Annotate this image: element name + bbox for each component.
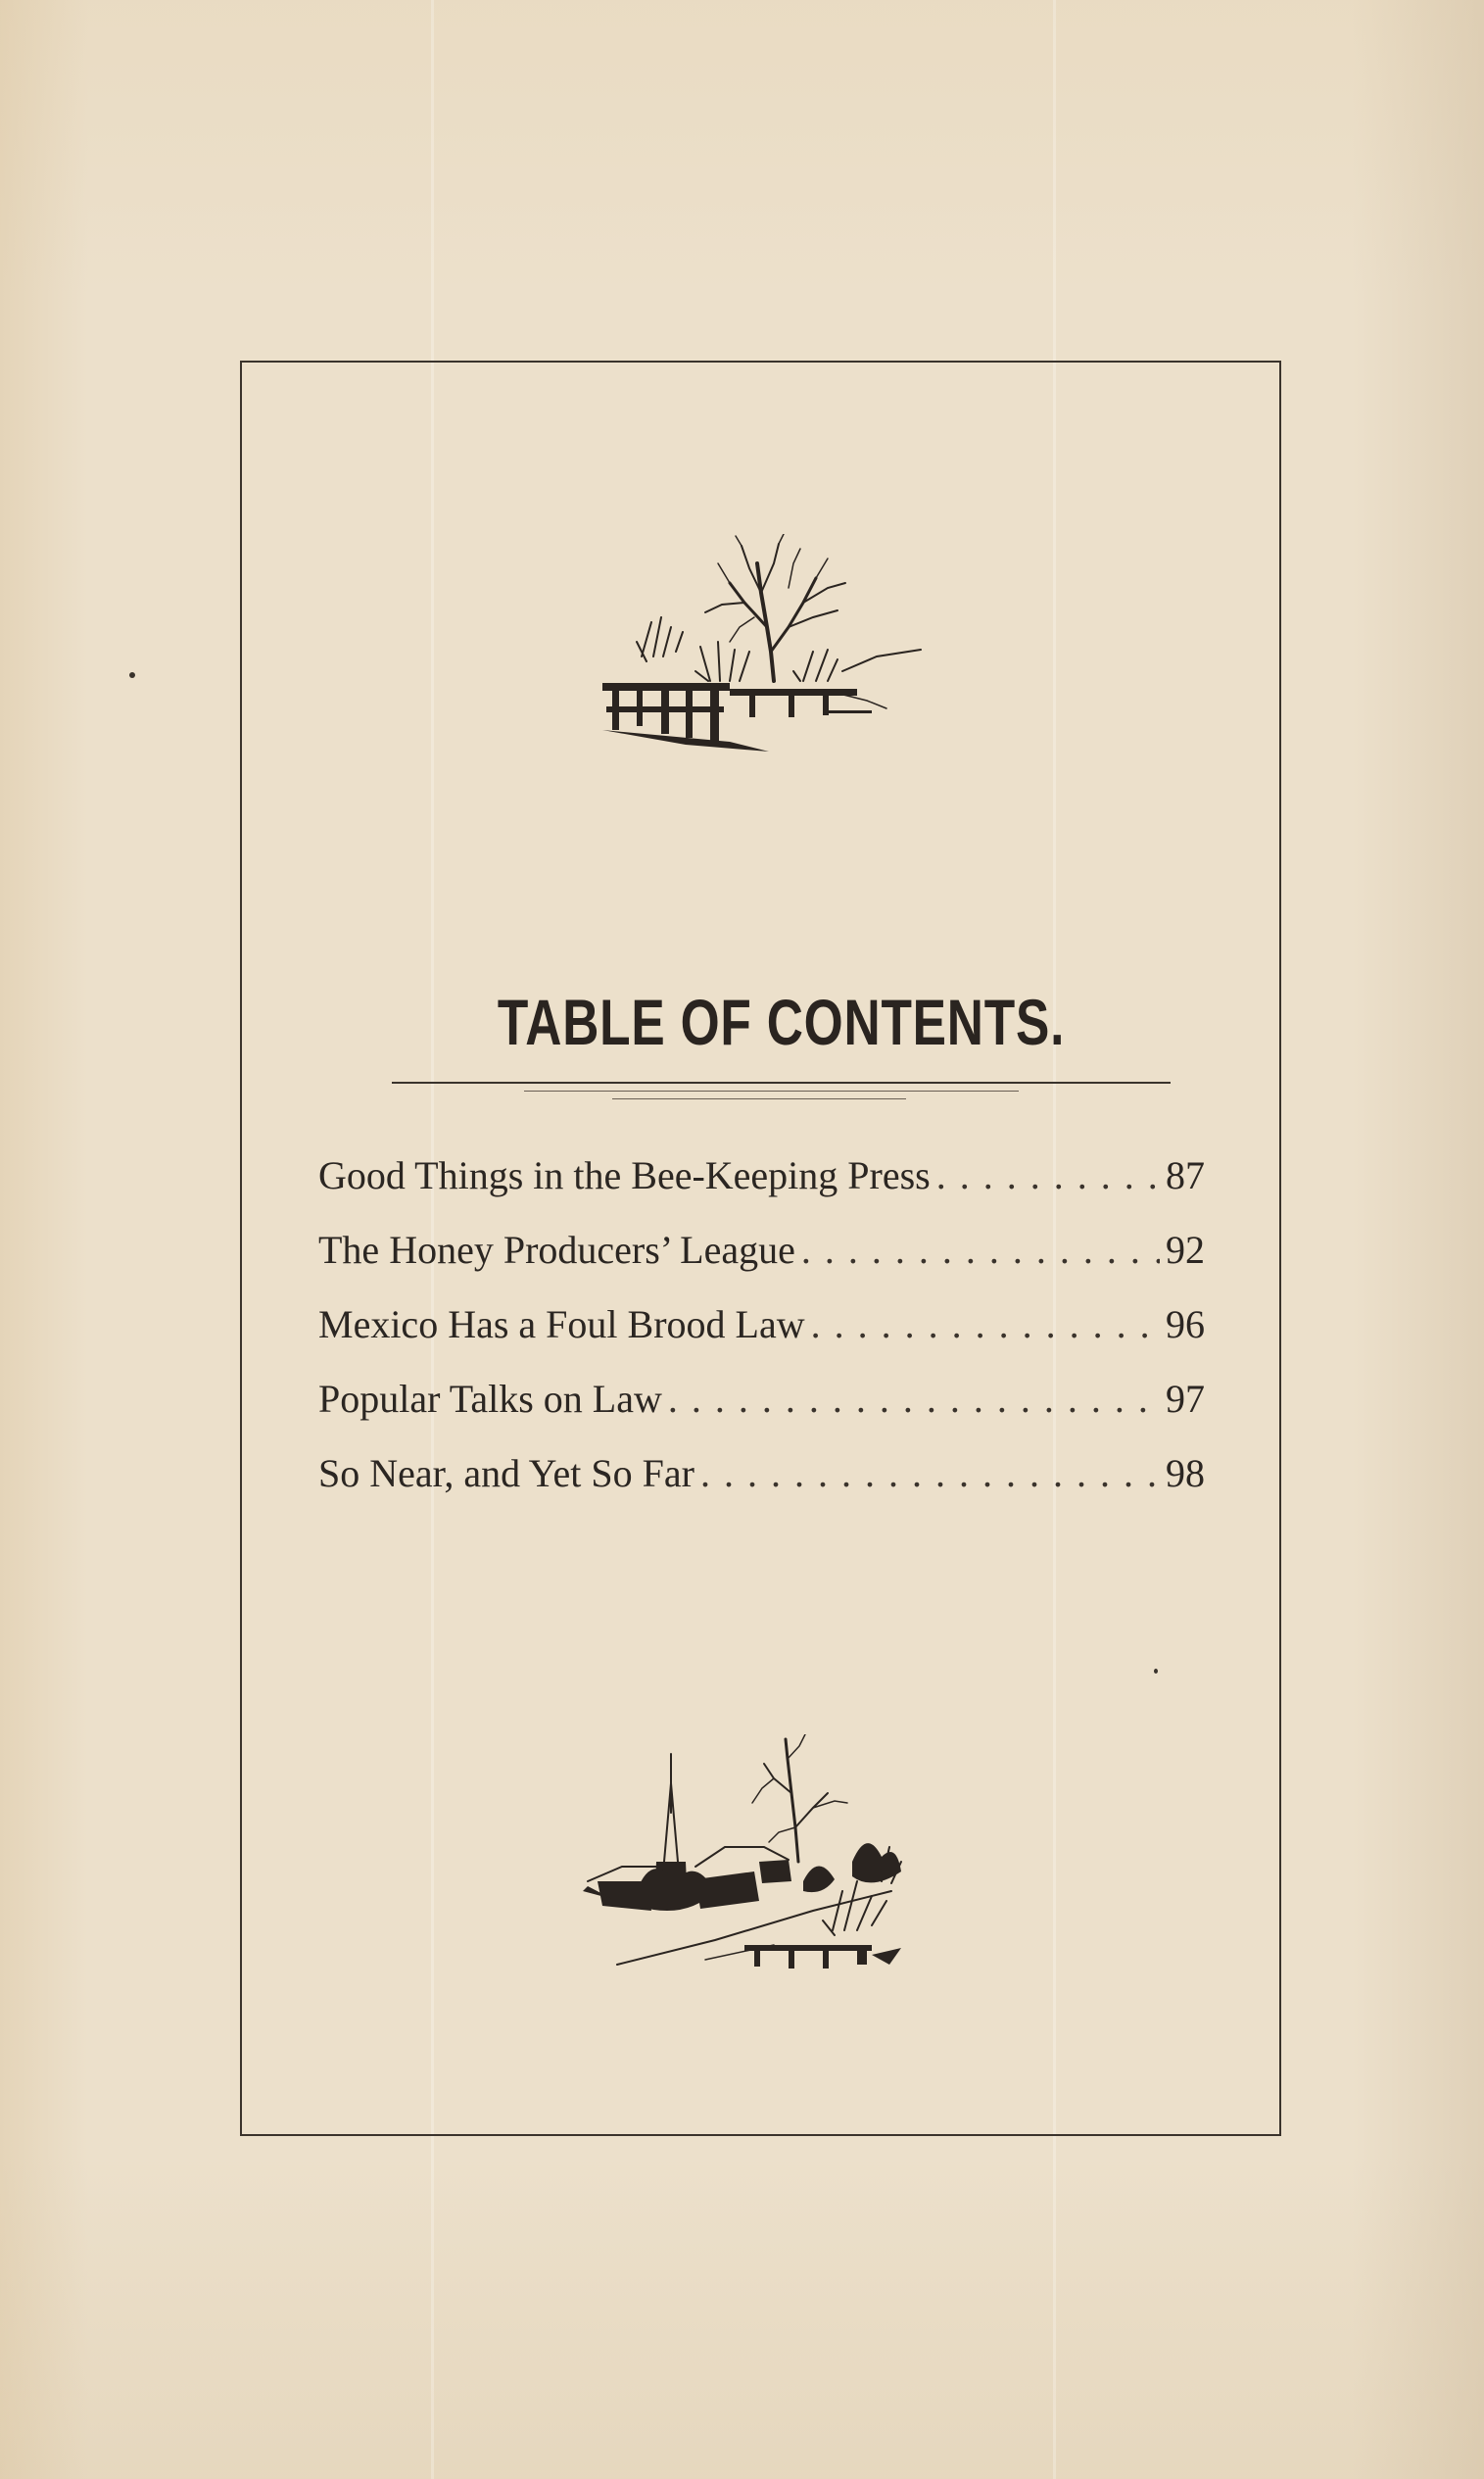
dot-leader [936, 1152, 1160, 1198]
toc-entry-page: 87 [1166, 1153, 1205, 1197]
toc-heading-wrapper [392, 986, 1171, 1058]
page-title: TABLE OF CONTENTS. [497, 986, 1066, 1058]
toc-entry-title: The Honey Producers’ League [318, 1228, 795, 1272]
toc-entry-page: 97 [1166, 1377, 1205, 1421]
toc-entry-title: Mexico Has a Foul Brood Law [318, 1302, 805, 1346]
dot-leader [700, 1450, 1160, 1496]
toc-entry-title: Good Things in the Bee-Keeping Press [318, 1153, 931, 1197]
ink-speck [129, 672, 135, 678]
toc-entry-title: So Near, and Yet So Far [318, 1451, 694, 1495]
toc-entry [318, 1376, 1205, 1450]
toc-entry [318, 1227, 1205, 1301]
toc-entry-page: 96 [1166, 1302, 1205, 1346]
dot-leader [811, 1301, 1160, 1347]
winter-village-church-icon [578, 1734, 950, 1979]
heading-rule [392, 1082, 1171, 1084]
toc-entry-page: 98 [1166, 1451, 1205, 1495]
toc-entry [318, 1152, 1205, 1227]
dot-leader [801, 1227, 1160, 1273]
winter-tree-fence-icon [593, 534, 926, 759]
heading-rule [524, 1091, 1019, 1092]
toc-entry-title: Popular Talks on Law [318, 1377, 662, 1421]
toc-list [318, 1152, 1205, 1525]
toc-entry [318, 1301, 1205, 1376]
heading-rule [612, 1098, 906, 1099]
dot-leader [668, 1376, 1160, 1422]
toc-entry-page: 92 [1166, 1228, 1205, 1272]
toc-entry [318, 1450, 1205, 1525]
